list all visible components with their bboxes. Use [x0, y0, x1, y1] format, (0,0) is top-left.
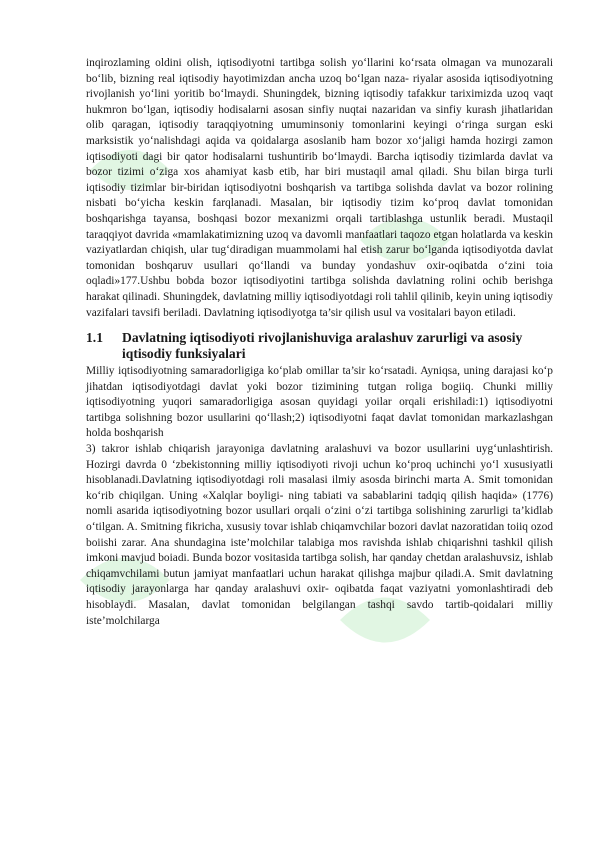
section-title: Davlatning iqtisodiyoti rivojlanishuviga aralashuv zarurligi va asosiy iqtisodiy funksiyalari: [122, 330, 523, 362]
section-number: 1.1: [86, 330, 103, 346]
section-heading: [86, 330, 553, 362]
paragraph-body-2: 3) takror ishlab chiqarish jarayoniga davlatning aralashuvi va bozor usullarini uyg‘unlashtirish. Hozirgi davrda 0 ‘zbekistonning milliy iqtisodiyoti rivoji uchun ko‘proq uchinchi yo‘l xususiyatli hisoblanadi.Davlatning iqtisodiyotdagi roli masalasi ilmiy asosda birinchi marta A. Smit tomonidan ko‘rib chiqilgan. Uning «Xalqlar boyligi- ning tabiati va sabablarini tadqiq qilish haqida» (1776) nomli asarida iqtisodiyotning bozor usullari orqali o‘zini o‘zi tartibga solishining zarurligi ta’kidlab o‘tilgan. A. Smitning fikricha, xususiy tovar ishlab chiqamvchilar bozori davlat nazoratidan toiiq ozod boiishi zarar. Ana shundagina iste’molchilar talabiga mos ravishda ishlab chiqarishni tashkil qilish imkoni mavjud boiadi. Bunda bozor vositasida tartibga solish, har qanday chetdan aralashuvsiz, ishlab chiqamvchilami butun jamiyat manfaatlari uchun harakat qilishga majbur qiladi.A. Smit davlatning iqtisodiy jarayonlarga har qanday aralashuvi oxir- oqibatda faqat vaziyatni yomonlashtiradi deb hisoblaydi. Masalan, davlat tomonidan belgilangan tashqi savdo tartib-qoidalari milliy iste’molchilarga: [86, 443, 553, 627]
document-body: [86, 56, 553, 629]
paragraph-body-1: Milliy iqtisodiyotning samaradorligiga ko‘plab omillar ta’sir ko‘rsatadi. Ayniqsa, uning darajasi ko‘p jihatdan iqtisodiyotdagi davlat yoki bozor tizimining tutgan roliga bogiiq. Chunki milliy iqtisodiyotning yuqori samaradorligiga asosan quyidagi yoilar orqali erishiladi:1) iqtisodiyotni tartibga solishning bozor usullarini qo‘llash;2) iqtisodiyotni faqat davlat tomonidan markazlashgan holda boshqarish: [86, 365, 553, 440]
paragraph-intro: inqirozlaming oldini olish, iqtisodiyotni tartibga solish yo‘llarini ko‘rsata olmagan va munozarali bo‘lib, bizning real iqtisodiy hayotimizdan ancha uzoq bo‘lgan naza- riyalar asosida iqtisodiyotning rivojlanish yo‘lini yoritib bo‘lmaydi. Shuningdek, bizning iqtisodiy tafakkur tariximizda uzoq vaqt hukmron bo‘lgan, iqtisodiy hodisalarni asosan sinfiy nuqtai nazaridan va sinfiy kurash jihatlaridan olib qaragan, iqtisodiy taraqqiyotning umuminsoniy tomonlarini keyingi o‘ringa surgan eski marksistik yo‘nalishdagi aqida va qoidalarga asoslanib ham bozor xo‘jaligi hamda hozirgi zamon iqtisodiyoti dagi bir qator hodisalarni tushuntirib bo‘lmaydi. Barcha iqtisodiy tizimlarda davlat va bozor tizimi o‘ziga xos ahamiyat kasb etib, har biri mustaqil amal qiladi. Shu bilan birga turli iqtisodiy tizimlar bir-biridan iqtisodiyotni boshqarish va tartibga solishda davlat va bozor rolining nisbati bo‘yicha keskin farqlanadi. Masalan, bir iqtisodiy tizim ko‘proq davlat tomonidan boshqarishga tayansa, boshqasi bozor mexanizmi orqali tartiblashga ustunlik beradi. Mustaqil taraqqiyot davrida «mamlakatimizning uzoq va davomli manfaatlari taqozo etgan holatlarda va keskin vaziyatlardan chiqish, ular tug‘diradigan muammolami hal etish zarur bo‘lganda iqtisodiyotda davlat tomonidan boshqaruv usullari qo‘llandi va bunday yondashuv oxir-oqibatda o‘zini toia oqladi»177.Ushbu bobda bozor iqtisodiyotini tartibga solishda davlatning rolini ochib berishga harakat qilinadi. Shuningdek, davlatning milliy iqtisodiyotdagi roli tahlil qilinib, keyin uning iqtisodiy vazifalari tavsifi beriladi. Davlatning iqtisodiyotga ta’sir qilish usul va vositalari bayon etiladi.: [86, 57, 553, 319]
